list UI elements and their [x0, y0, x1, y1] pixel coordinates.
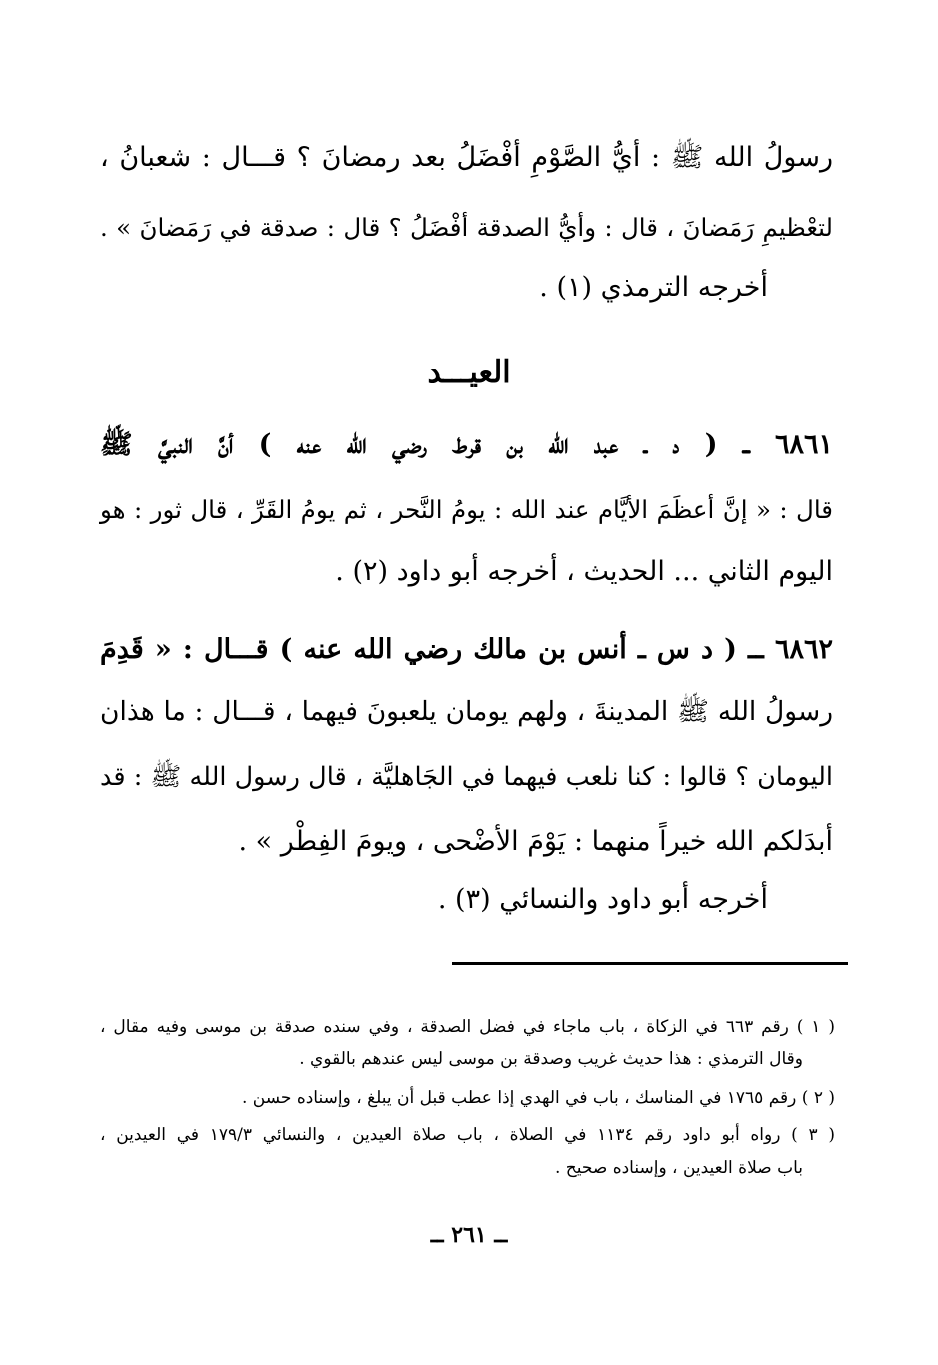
footnote-line: ( ٣ ) رواه أبو داود رقم ١١٣٤ في الصلاة ، باب صلاة العيدين ، والنسائي ١٧٩/٣ في العيدين ،: [100, 1125, 835, 1145]
footnote-line: وقال الترمذي : هذا حديث غريب وصدقة بن موسى ليس عندهم بالقوي .: [299, 1049, 803, 1069]
text-line: أبدَلكم الله خيراً منهما : يَوْمَ الأضْحى ، ويومَ الفِطْر » .: [238, 826, 833, 857]
section-title: العيـــد: [427, 355, 511, 390]
text-line: قال : « إنَّ أعظَمَ الأيَّام عند الله : يومُ النَّحر ، ثم يومُ القَرِّ ، قال ثور : هو: [100, 495, 833, 524]
text-line: اليوم الثاني ... الحديث ، أخرجه أبو داود (٢) .: [335, 556, 833, 587]
text-line: رسولُ الله ﷺ المدينةَ ، ولهم يومان يلعبونَ فيهما ، قـــال : ما هذان: [100, 696, 833, 727]
text-line: أخرجه أبو داود والنسائي (٣) .: [437, 884, 768, 915]
footnote-line: ( ٢ ) رقم ١٧٦٥ في المناسك ، باب في الهدي إذا عطب قبل أن يبلغ ، وإسناده حسن .: [242, 1088, 835, 1108]
text-line: لتعْظيمِ رَمَضانَ ، قال : وأيُّ الصدقة أفْضَلُ ؟ قال : صدقة في رَمَضانَ » .: [100, 213, 833, 242]
text-line: رسولُ الله ﷺ : أيُّ الصَّوْمِ أفْضَلُ بعد رمضانَ ؟ قـــال : شعبانُ ،: [100, 142, 833, 173]
footnote-line: باب صلاة العيدين ، وإسناده صحيح .: [554, 1158, 803, 1178]
text-line: أخرجه الترمذي (١) .: [539, 272, 768, 303]
hadith-heading: ٦٨٦٢ ــ ( د س ـ أنس بن مالك رضي الله عنه ) قـــال : « قَدِمَ: [100, 634, 833, 665]
footnote-divider: [452, 962, 848, 965]
footnote-line: ( ١ ) رقم ٦٦٣ في الزكاة ، باب ماجاء في فضل الصدقة ، وفي سنده صدقة بن موسى وفيه مقال ،: [100, 1017, 835, 1037]
text-line: اليومان ؟ قالوا : كنا نلعب فيهما في الجَاهليَّة ، قال رسول الله ﷺ : قد: [100, 762, 833, 792]
hadith-heading: ٦٨٦١ ــ ( د ـ عبد الله بن قرط رضي الله عنه ) أنَّ النبيَّ ﷺ: [100, 429, 833, 460]
page-number: ــ ٢٦١ ــ: [430, 1222, 508, 1248]
